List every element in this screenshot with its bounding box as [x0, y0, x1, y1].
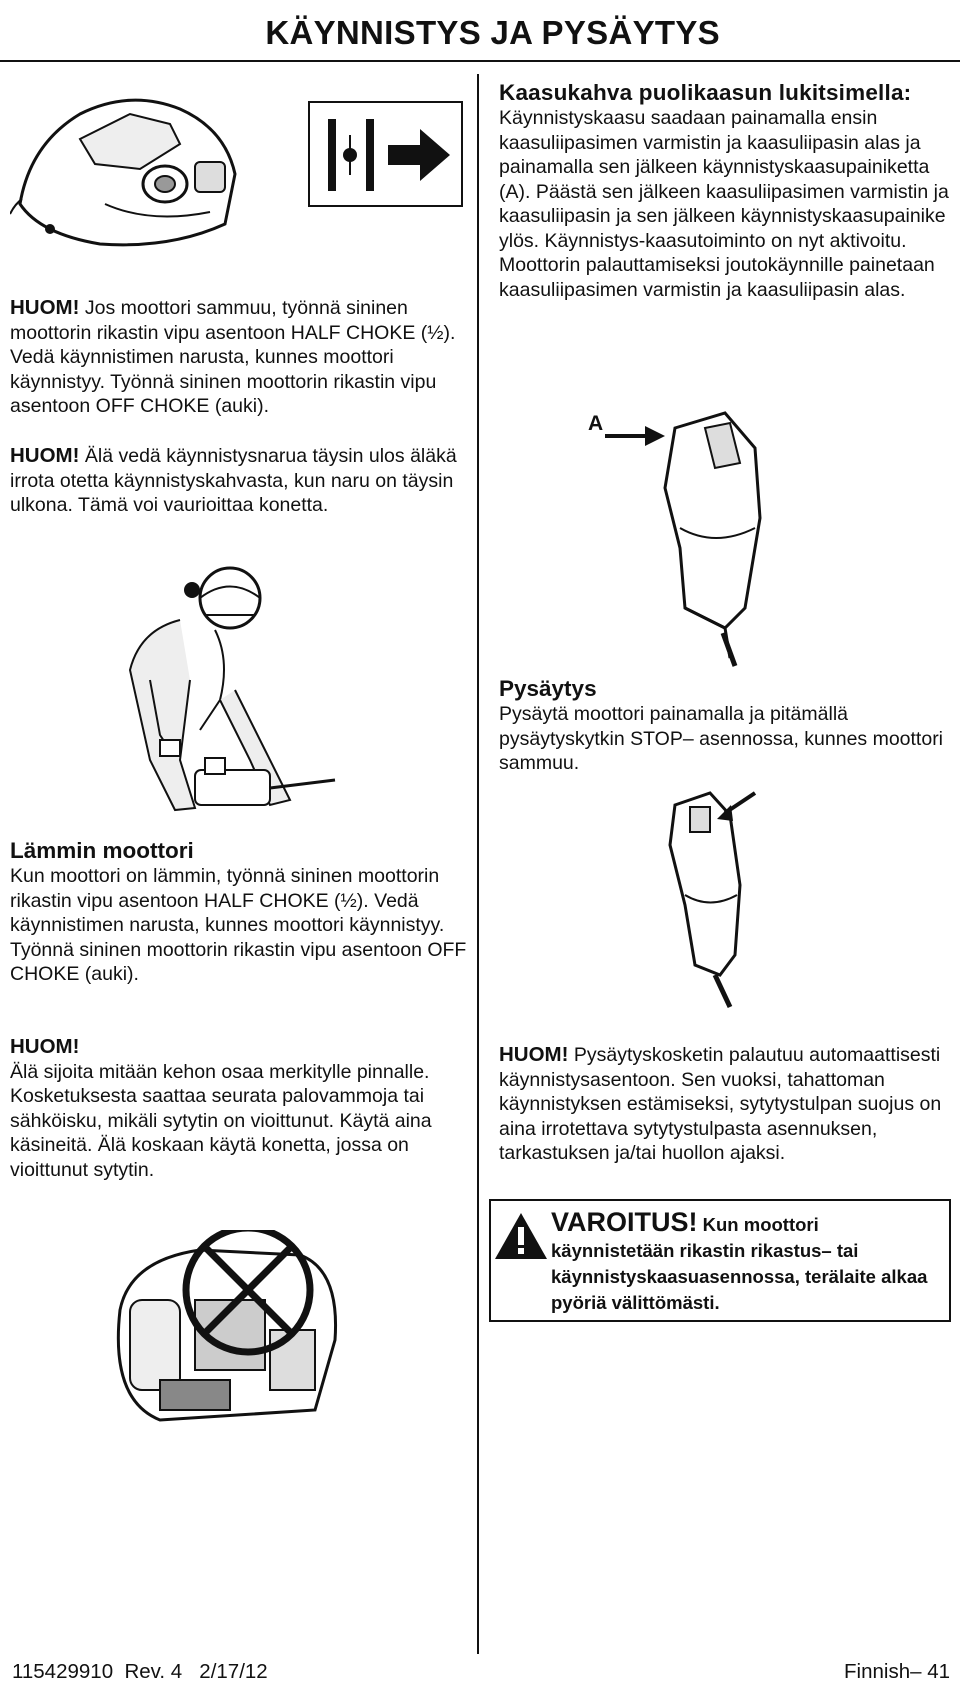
section-text: Pysäytä moottori painamalla ja pitämällä pysäytyskytkin STOP– asennossa, kunnes moottori sammuu.: [499, 703, 944, 774]
note-label: HUOM!: [499, 1043, 569, 1066]
note-label: HUOM!: [10, 1035, 80, 1058]
operator-starting-illustration: [120, 560, 340, 822]
page-title: KÄYNNISTYS JA PYSÄYTYS: [265, 14, 720, 51]
section-heading: Pysäytys: [499, 676, 597, 701]
footer-doc-number: 115429910 Rev. 4 2/17/12: [12, 1660, 268, 1683]
header-rule: [0, 60, 960, 62]
section-text: Kun moottori on lämmin, työnnä sininen moottorin rikastin vipu asentoon HALF CHOKE (½). Vedä käynnistimen narusta, kunnes moottori käynnistyy. Työnnä sininen moottorin rikastin vipu asentoon OFF CHOKE (auki).: [10, 865, 467, 985]
note-text: Älä sijoita mitään kehon osaa merkitylle pinnalle. Kosketuksesta saattaa seurata palovammoja tai sähköisku, mikäli sytytin on vioittunut. Käytä aina käsineitä. Älä koskaan käytä konetta, jossa on vioittunut sytytin.: [10, 1060, 432, 1181]
warning-triangle-icon: [493, 1211, 549, 1261]
section-stop: [499, 676, 949, 776]
note-text: Jos moottori sammuu, työnnä sininen moottorin rikastin vipu asentoon HALF CHOKE (½). Vedä käynnistimen narusta, kunnes moottori käynnistyy. Työnnä sininen moottorin rikastin vipu asentoon OFF CHOKE (auki).: [10, 297, 456, 417]
section-heading: Kaasukahva puolikaasun lukitsimella:: [499, 80, 912, 105]
column-divider: [477, 74, 479, 1654]
note-label: HUOM!: [10, 444, 80, 467]
note-starter-cord: [10, 444, 475, 518]
warning-title: VAROITUS!: [551, 1207, 698, 1237]
section-warm-engine: [10, 838, 472, 987]
warning-box: [489, 1199, 951, 1322]
warning-text: Kun moottori käynnistetään rikastin rikastus– tai käynnistyskaasuasennossa, terälaite alkaa pyöriä välittömästi.: [551, 1214, 928, 1313]
section-throttle-lock: [499, 80, 949, 302]
note-engine-stalls: [10, 296, 472, 419]
note-label: HUOM!: [10, 296, 80, 319]
note-text: Älä vedä käynnistysnarua täysin ulos äläkä irrota otetta käynnistyskahvasta, kun naru on täysin ulkona. Tämä voi vaurioittaa konetta.: [10, 445, 457, 516]
note-text: Pysäytyskosketin palautuu automaattisesti käynnistysasentoon. Sen vuoksi, tahattoman käynnistyksen estämiseksi, sytytystulpan suojus on aina irrotettava sytytystulpasta asennuksen, tarkastuksen ja/tai huollon ajaksi.: [499, 1044, 942, 1164]
engine-choke-illustration: [10, 84, 270, 259]
footer-page-number: Finnish– 41: [844, 1660, 950, 1683]
note-ignition: [10, 1035, 472, 1182]
section-text: Käynnistyskaasu saadaan painamalla ensin kaasuliipasimen varmistin ja kaasuliipasin alas ja painamalla sen jälkeen käynnistyskaasupainiketta (A). Päästä sen jälkeen kaasuliipasimen varmistin ja kaasuliipasin ja sen jälkeen käynnistyskaasupainike ylös. Käynnistys-kaasutoiminto on nyt aktivoitu. Moottorin palauttamiseksi joutokäynnille painetaan kaasuliipasimen varmistin ja kaasuliipasin alas.: [499, 107, 949, 301]
throttle-handle-illustration: [605, 408, 835, 668]
note-stop-contact: [499, 1043, 951, 1166]
figure-label-a: A: [588, 412, 604, 435]
section-heading: Lämmin moottori: [10, 838, 194, 863]
hot-surface-prohibited-illustration: [100, 1230, 360, 1430]
stop-switch-illustration: [655, 785, 805, 1010]
choke-symbol-icon: [308, 101, 463, 207]
